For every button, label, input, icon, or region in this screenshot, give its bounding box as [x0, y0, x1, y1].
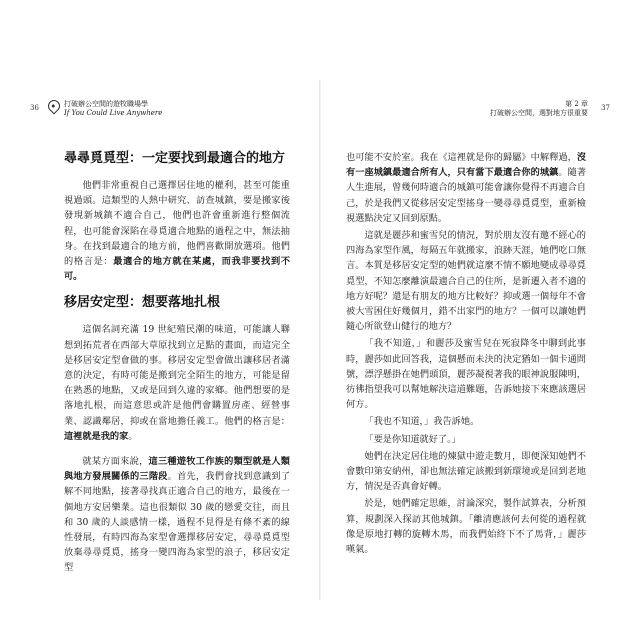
paragraph — [64, 454, 290, 576]
book-gutter — [319, 80, 321, 600]
location-pin-icon — [46, 98, 63, 115]
dialogue-paragraph: 「我不知道，」和麗莎及蜜雪兒在死寂降冬中聊到此事時，麗莎如此回答我，這個懸而未決的決定猶如一個卡通問號，漂浮懸掛在她們頭頂，麗莎凝視著我的眼神說服陳明，彷彿指望我可以幫她解決這道難題，告訴她接下來應該選居何方。 — [346, 338, 586, 411]
emphasis-text: 沒有一座城鎮最適合所有人，只有當下最適合你的城鎮 — [346, 152, 586, 179]
section-heading-seeker: 尋尋覓覓型：一定要找到最適合的地方 — [64, 151, 286, 166]
right-page-number: 37 — [601, 104, 610, 112]
paragraph-text: 這個名詞充滿 19 世紀殖民潮的味道，可能讓人聯想到拓荒者在西部大草原找到立足點的畫面，而這完全是移居安定型會做的事。移居安定型會做出讓移居者滿意的決定，有時可能是搬到完全陌生的地方，可能是留在熟悉的地點，又或是回到久違的家鄉。他們想要的是落地扎根，而這意思或許是他們會購置房產、經營事業、認識鄰居，抑或在當地擔任義工。他們的格言是： — [64, 324, 290, 427]
quote-text: 「離清應該何去何從的過程就像是原地打轉的旋轉木馬，而我們始終下不了馬背，」麗莎嘆氣。 — [346, 513, 587, 556]
chapter-title: 打破辦公空間，選對地方很重要 — [490, 109, 588, 117]
emphasis-text: 這三種遊牧工作族的類型就是人類與地方發展關係的三階段 — [64, 456, 290, 483]
dialogue-paragraph: 「我也不知道，」我告訴她。 — [364, 416, 480, 428]
paragraph-text: 就某方面來說， — [82, 456, 149, 468]
motto-text: 最適合的地方就在某處，而我非要找到不可。 — [64, 256, 291, 283]
paragraph-text: 於是，她們確定思維，討論深究，製作試算表，分析預算，規劃深入探訪其他城鎮。 — [346, 498, 586, 525]
chapter-label: 第 2 章 — [565, 100, 588, 108]
paragraph — [64, 178, 290, 284]
left-page-number: 36 — [30, 104, 39, 112]
paragraph — [64, 322, 290, 444]
paragraph: 她們在決定居住地的煉獄中遊走數月，即便深知她們不會數印第安納州，卻也無法確定該搬到新環境或是回到老地方，情況是否真會好轉。 — [346, 450, 586, 493]
dialogue-paragraph: 「要是你知道就好了。」 — [364, 433, 461, 445]
left-page-content — [64, 150, 290, 578]
series-header — [64, 100, 162, 118]
paragraph-text: 。首先，我們會找到意識到了解不同地點，接著尋找真正適合自己的地方，最後在一個地方安居樂業。這也很類似 30 歲的戀愛交往，而且和 30 歲的人談感情一樣，過程不見得是有條不紊的線性發展，有時四海為家型會選擇移居安定，尋尋覓覓型放棄尋尋覓覓，搖身一變四海為家型的浪子，移居安定型 — [64, 471, 291, 574]
chapter-header — [490, 100, 588, 118]
paragraph-text: 也可能不安於室。我在《這裡就是你的歸屬》中解釋過， — [346, 152, 577, 163]
paragraph-text: 他們非常重視自己選擇居住地的權利，甚至可能重視過頭。這類型的人熱中研究、訪查城鎮，要是搬家後發現新城鎮不適合自己，他們也許會重新進行整個流程，也可能會深陷在尋覓適合地點的過程之中，無法抽身。在找到最適合的地方前，他們喜歡開放選項。他們的格言是： — [64, 180, 290, 268]
book-title-cn: 打破辦公空間的遊牧職場學 — [64, 100, 148, 108]
book-title-en: If You Could Live Anywhere — [64, 109, 163, 117]
paragraph — [346, 150, 586, 226]
paragraph — [346, 496, 586, 557]
section-heading-settler: 移居安定型：想要落地扎根 — [64, 295, 221, 311]
motto-text: 這裡就是我的家 — [64, 430, 129, 442]
paragraph: 這就是麗莎和蜜雪兒的情況，對於朋友沒有邀不經心的四海為家型作風，每隔五年就搬家，浪跡天涯，她們吃口無言。本質是移居安定型的她們就這麼不情不願地變成尋尋覓覓型，不知怎麼離演最適合自己的住所，是新遷入者不適的地方好呢？還是有朋友的地方比較好？抑或選一個每年不會被大雪困住好幾個月，錯不出家門的地方？一個可以讓她們隨心所欲登山健行的地方？ — [346, 230, 586, 333]
paragraph-text: 。 — [128, 430, 138, 442]
paragraph-text: 。隨著人生進展，曾幾何時適合的城鎮可能會讓你覺得不再適合自己，於是我們又從移居安定型搖身一變尋尋覓覓型，重新檢視選點決定又回到原點。 — [346, 167, 587, 224]
right-page-content — [346, 150, 586, 559]
